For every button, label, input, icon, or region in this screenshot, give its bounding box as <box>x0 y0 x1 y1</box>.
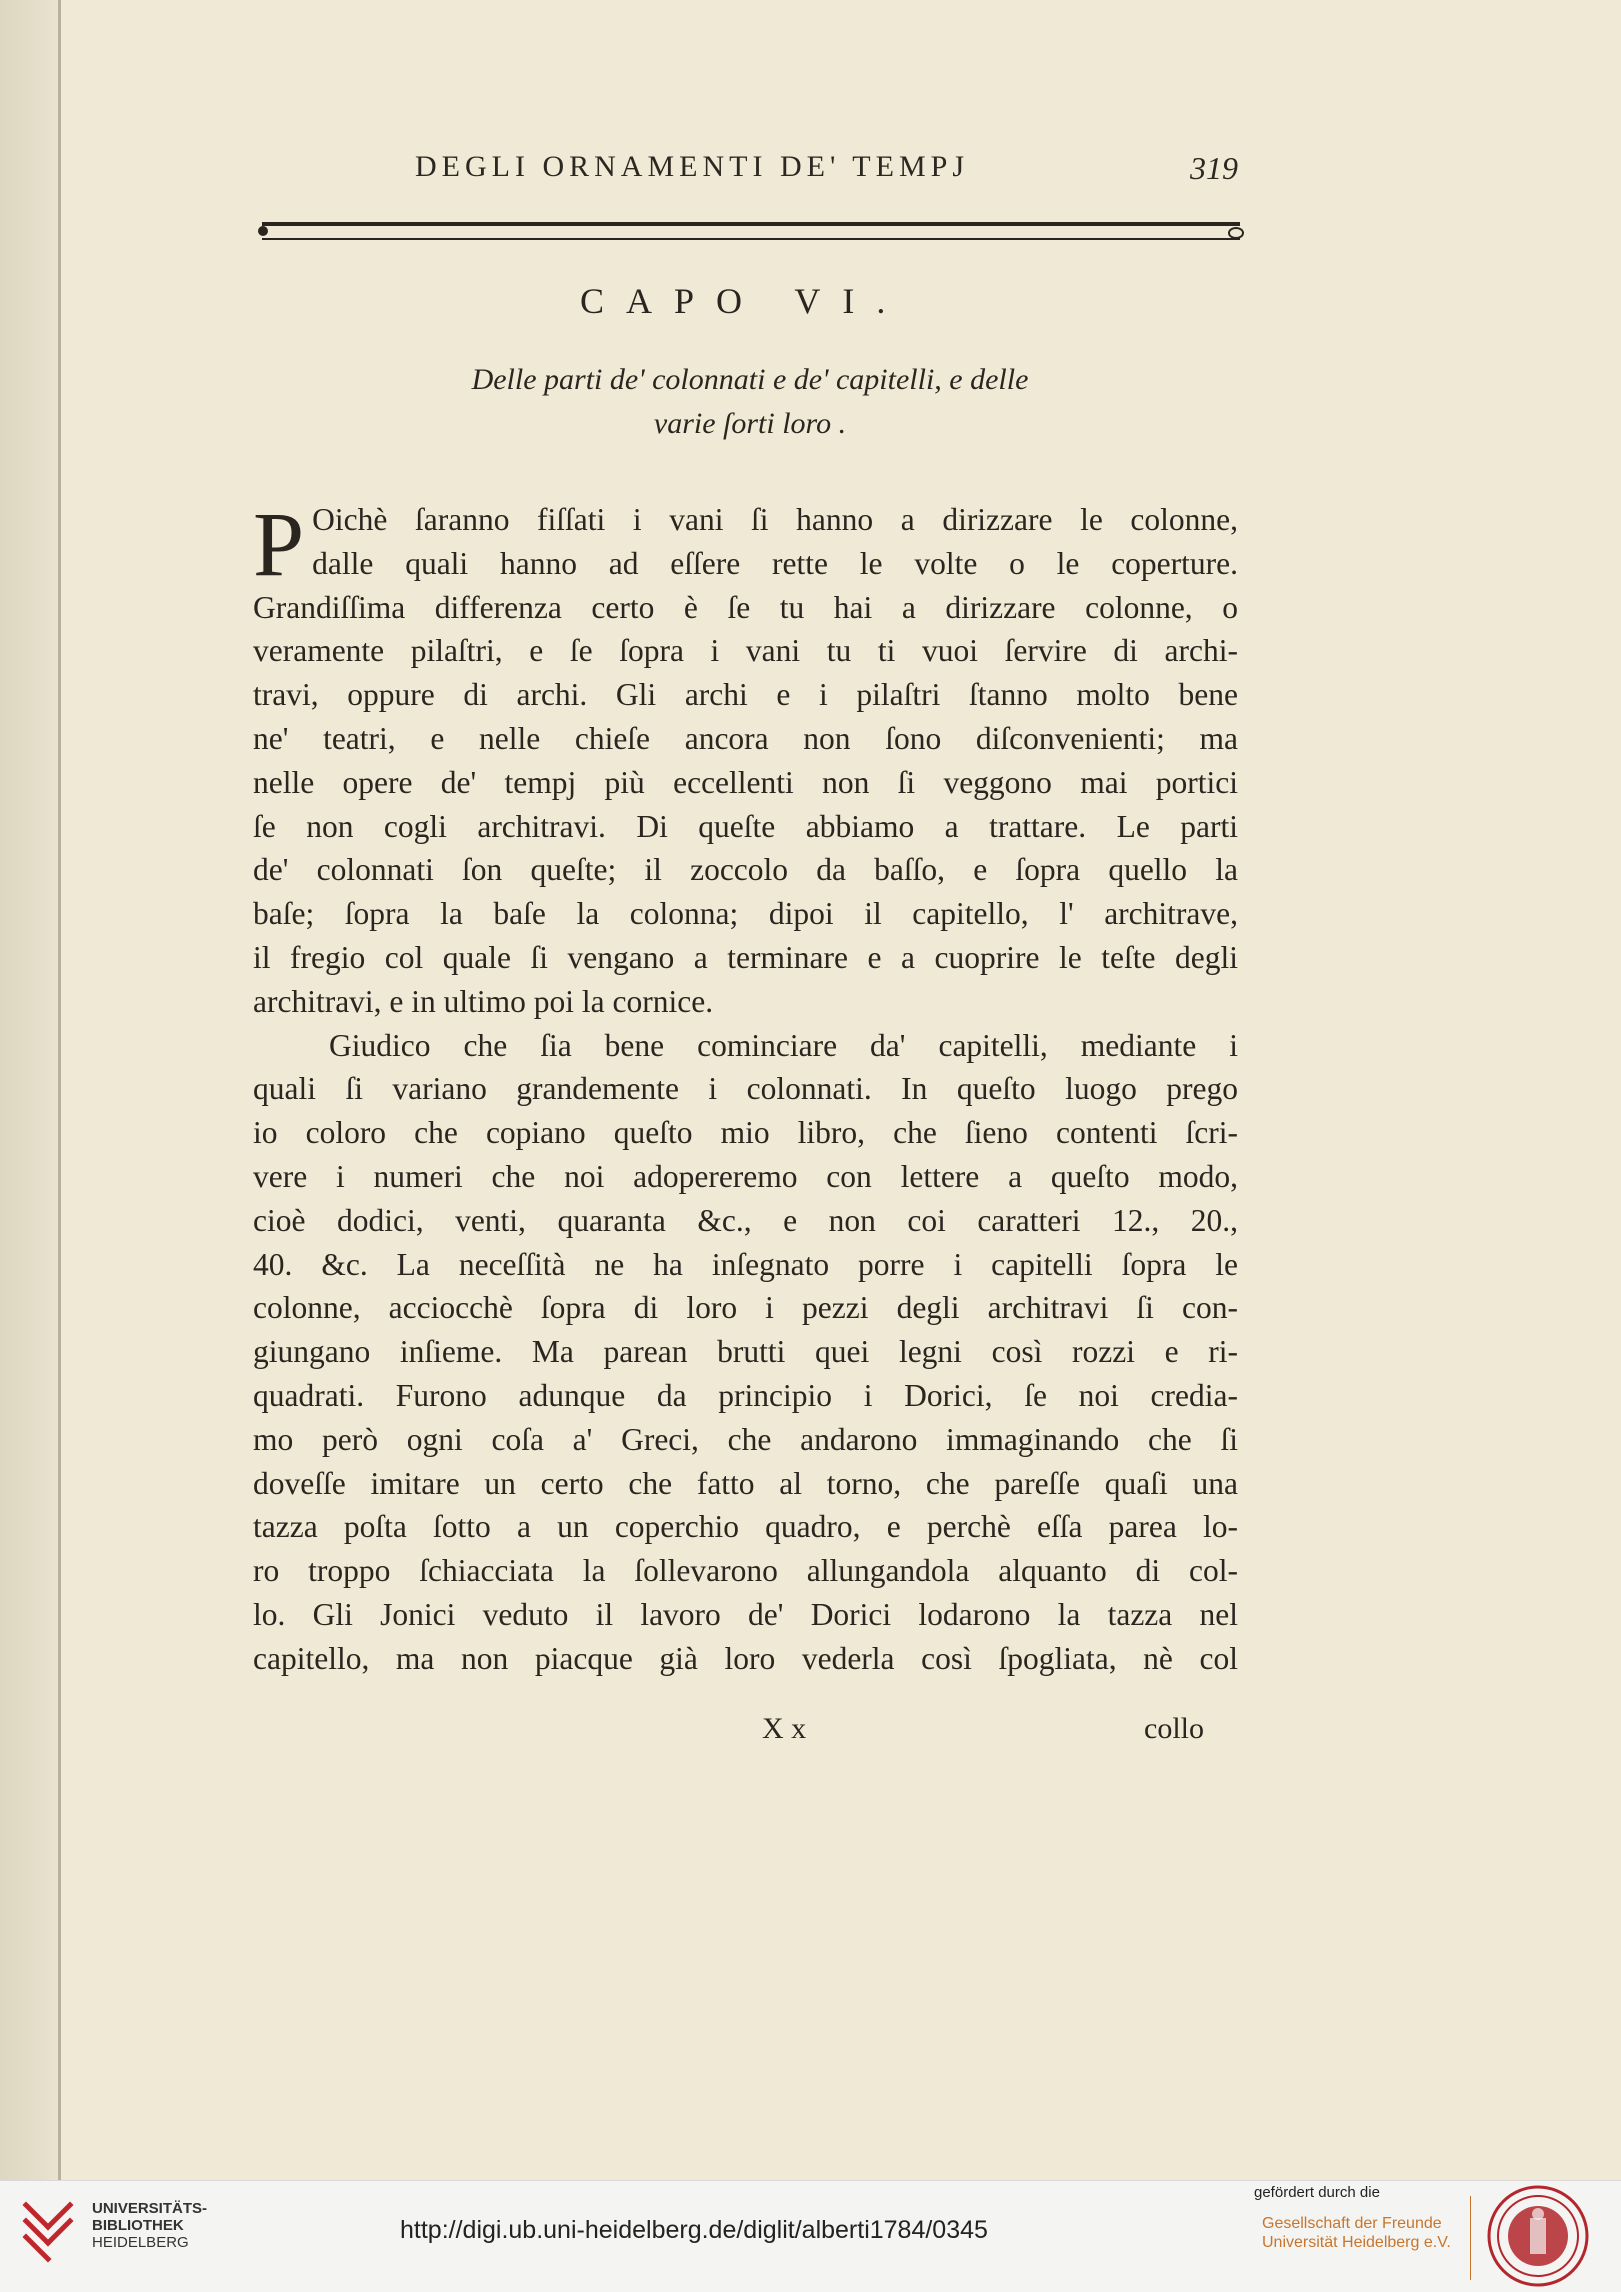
text-line: tazza poſta ſotto a un coperchio quadro, e perchè eſſa parea lo- <box>253 1509 1238 1545</box>
catchword: collo <box>1144 1712 1204 1745</box>
library-name-line: BIBLIOTHEK <box>92 2217 184 2234</box>
text-line: veramente pilaſtri, e ſe ſopra i vani tu ti vuoi ſervire di archi- <box>253 633 1238 669</box>
text-line: nelle opere de' tempj più eccellenti non ſi veggono mai portici <box>253 764 1238 800</box>
running-head: DEGLI ORNAMENTI DE' TEMPJ <box>415 150 969 183</box>
university-seal-icon <box>1486 2184 1590 2288</box>
text-line: travi, oppure di archi. Gli archi e i pilaſtri ſtanno molto bene <box>253 677 1238 713</box>
text-line: il fregio col quale ſi vengano a terminare e a cuoprire le teſte degli <box>253 939 1238 975</box>
sponsor-name-line: Gesellschaft der Freunde <box>1262 2215 1442 2232</box>
permalink-url[interactable]: http://digi.ub.uni-heidelberg.de/diglit/alberti1784/0345 <box>400 2216 988 2244</box>
signature-mark: X x <box>762 1712 807 1745</box>
chapter-subtitle <box>300 358 1200 446</box>
subtitle-line: varie ſorti loro . <box>653 407 847 440</box>
text-line: capitello, ma non piacque già loro vederla così ſpogliata, nè col <box>253 1640 1238 1676</box>
text-line: ſe non cogli architravi. Di queſte abbiamo a trattare. Le parti <box>253 808 1238 844</box>
drop-cap: P <box>253 493 305 595</box>
text-line: doveſſe imitare un certo che fatto al torno, che pareſſe quaſi una <box>253 1465 1238 1501</box>
sponsor-name-line: Universität Heidelberg e.V. <box>1262 2234 1451 2251</box>
page-gutter-shadow <box>0 0 58 2180</box>
sponsor-divider <box>1470 2196 1471 2280</box>
text-line: ne' teatri, e nelle chieſe ancora non ſono diſconvenienti; ma <box>253 720 1238 756</box>
text-line: 40. &c. La neceſſità ne ha inſegnato porre i capitelli ſopra le <box>253 1246 1238 1282</box>
text-line: giungano inſieme. Ma parean brutti quei legni così rozzi e ri- <box>253 1334 1238 1370</box>
text-line: Grandiſſima differenza certo è ſe tu hai a dirizzare colonne, o <box>253 589 1238 625</box>
page-edge <box>58 0 61 2180</box>
text-line: cioè dodici, venti, quaranta &c., e non coi caratteri 12., 20., <box>253 1202 1238 1238</box>
body-text <box>253 493 1238 1681</box>
text-line: de' colonnati ſon queſte; il zoccolo da baſſo, e ſopra quello la <box>253 852 1238 888</box>
page-number: 319 <box>1190 150 1238 186</box>
university-library-logo-icon <box>18 2195 80 2273</box>
library-name <box>92 2200 252 2251</box>
subtitle-line: Delle parti de' colonnati e de' capitelli, e delle <box>471 363 1029 396</box>
ornamental-rule <box>262 222 1240 240</box>
text-line: quadrati. Furono adunque da principio i Dorici, ſe noi credia- <box>253 1377 1238 1413</box>
text-line: vere i numeri che noi adopereremo con lettere a queſto modo, <box>253 1158 1238 1194</box>
text-line: Giudico che ſia bene cominciare da' capitelli, mediante i <box>329 1027 1238 1063</box>
chapter-title: CAPO VI. <box>580 281 908 321</box>
text-line: lo. Gli Jonici veduto il lavoro de' Dorici lodarono la tazza nel <box>253 1596 1238 1632</box>
text-line: Oichè ſaranno fiſſati i vani ſi hanno a dirizzare le colonne, <box>312 502 1238 537</box>
sponsor-label: gefördert durch die <box>1254 2184 1380 2201</box>
text-line: architravi, e in ultimo poi la cornice. <box>253 983 714 1019</box>
text-line: colonne, acciocchè ſopra di loro i pezzi degli architravi ſi con- <box>253 1290 1238 1326</box>
text-line: baſe; ſopra la baſe la colonna; dipoi il capitello, l' architrave, <box>253 896 1238 932</box>
library-city: HEIDELBERG <box>92 2234 189 2251</box>
library-name-line: UNIVERSITÄTS- <box>92 2200 208 2217</box>
text-line: dalle quali hanno ad eſſere rette le volte o le coperture. <box>312 545 1238 581</box>
sponsor-name <box>1262 2214 1472 2252</box>
text-line: io coloro che copiano queſto mio libro, che ſieno contenti ſcri- <box>253 1115 1238 1151</box>
text-line: ro troppo ſchiacciata la ſollevarono allungandola alquanto di col- <box>253 1553 1238 1589</box>
text-line: mo però ogni coſa a' Greci, che andarono immaginando che ſi <box>253 1421 1238 1457</box>
text-line: quali ſi variano grandemente i colonnati. In queſto luogo prego <box>253 1071 1238 1107</box>
